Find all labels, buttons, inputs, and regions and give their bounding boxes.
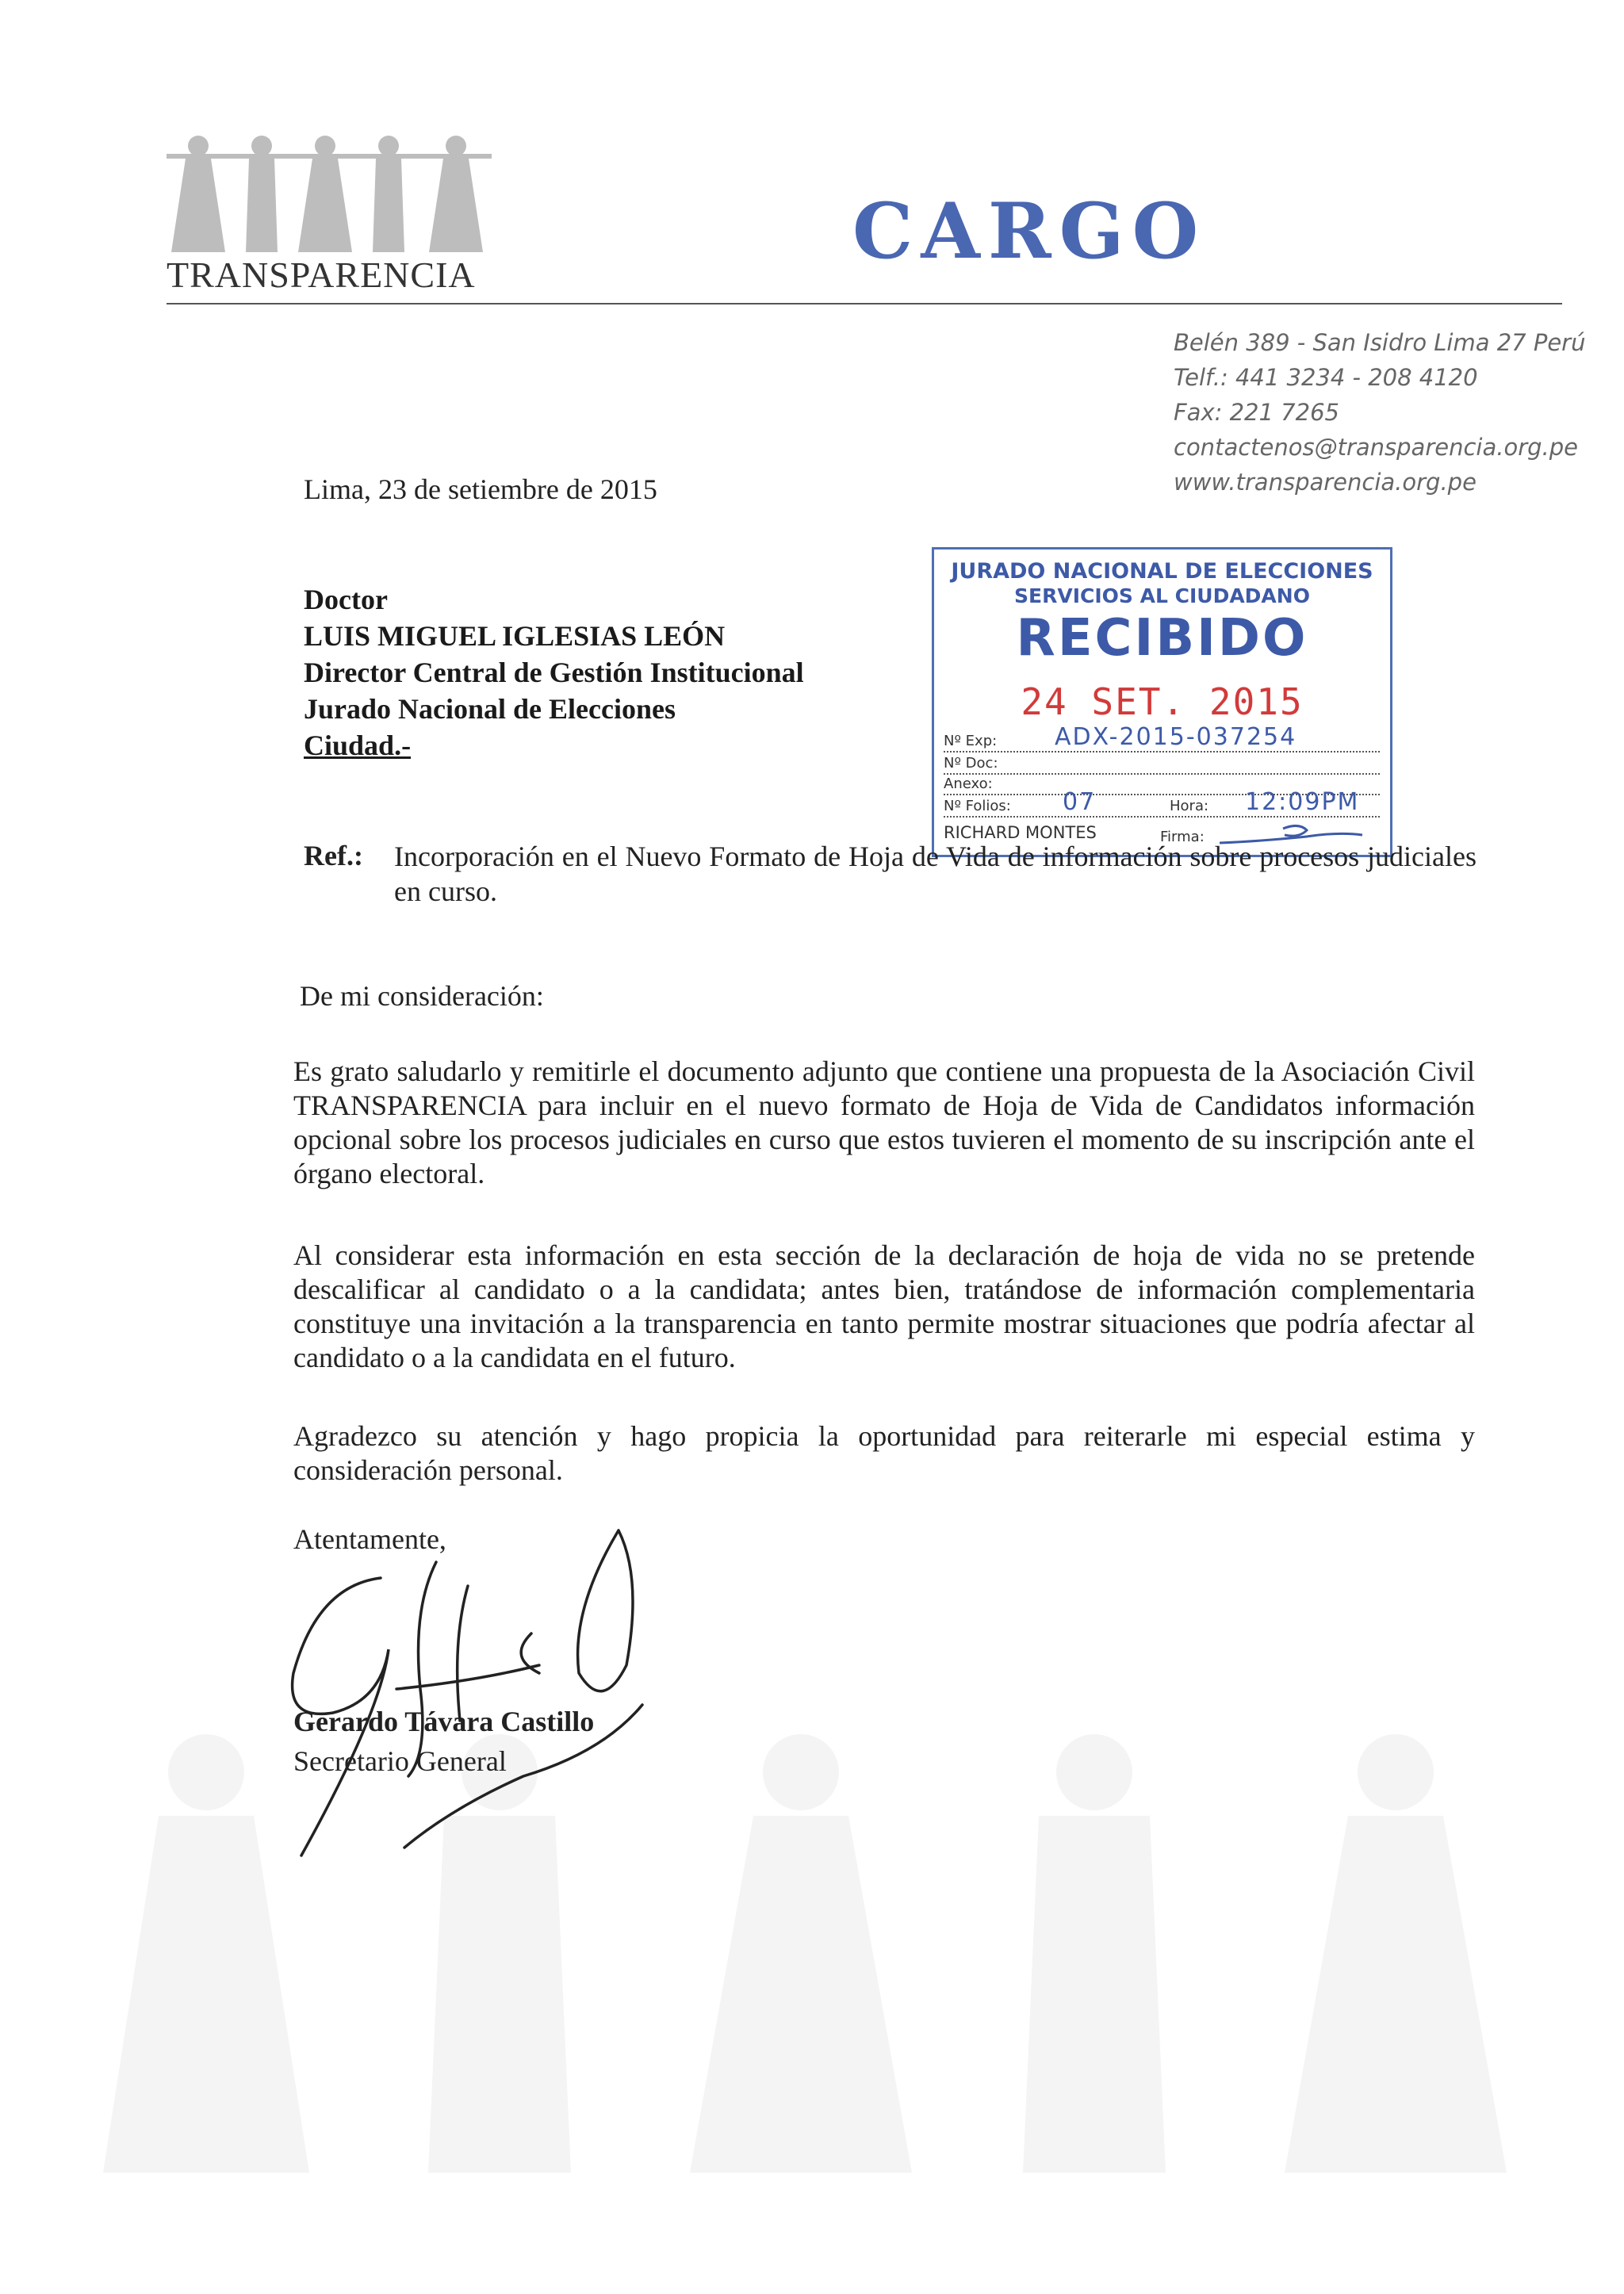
contact-email: contactenos@transparencia.org.pe bbox=[1174, 434, 1579, 461]
stamp-doc-label: Nº Doc: bbox=[944, 755, 998, 772]
stamp-status: RECIBIDO bbox=[1016, 609, 1308, 668]
addressee-honorific: Doctor bbox=[304, 584, 388, 615]
signer-title: Secretario General bbox=[293, 1745, 507, 1777]
contact-phone: Telf.: 441 3234 - 208 4120 bbox=[1174, 364, 1478, 391]
addressee-name: LUIS MIGUEL IGLESIAS LEÓN bbox=[304, 620, 726, 652]
contact-info bbox=[1174, 325, 1585, 500]
stamp-exp-label: Nº Exp: bbox=[944, 733, 998, 749]
cargo-stamp: CARGO bbox=[852, 186, 1207, 276]
addressee-institution: Jurado Nacional de Elecciones bbox=[304, 693, 676, 725]
paragraph-1: Es grato saludarlo y remitirle el documento adjunto que contiene una propuesta de la Asociación Civil TRANSPARENCIA para incluir en el nuevo formato de Hoja de Vida de Candidatos información opcional sobre los procesos judiciales en curso que estos tuvieren el momento de su inscripción ante el órgano electoral. bbox=[293, 1055, 1475, 1189]
stamp-hora-label: Hora: bbox=[1170, 798, 1209, 814]
addressee-position: Director Central de Gestión Institucional bbox=[304, 657, 804, 688]
reference-text: Incorporación en el Nuevo Formato de Hoja de Vida de información sobre procesos judiciales en curso. bbox=[394, 841, 1477, 907]
signer-name: Gerardo Távara Castillo bbox=[293, 1706, 595, 1737]
stamp-department: SERVICIOS AL CIUDADANO bbox=[1014, 584, 1310, 607]
stamp-date: 24 SET. 2015 bbox=[1021, 680, 1304, 723]
salutation: De mi consideración: bbox=[300, 980, 544, 1012]
letter-date: Lima, 23 de setiembre de 2015 bbox=[304, 473, 657, 505]
contact-web: www.transparencia.org.pe bbox=[1174, 469, 1477, 496]
stamp-institution: JURADO NACIONAL DE ELECCIONES bbox=[951, 559, 1373, 584]
stamp-hora-value: 12:09PM bbox=[1245, 788, 1360, 816]
received-stamp bbox=[932, 547, 1392, 857]
transparencia-logo bbox=[167, 135, 500, 305]
watermark-figure-5 bbox=[1285, 1734, 1507, 2173]
paragraph-2: Al considerar esta información en esta sección de la declaración de hoja de vida no se pretende descalificar al candidato o a la candidata; antes bien, tratándose de información complementaria constituye una invitación a la transparencia en tanto permite mostrar situaciones que podría afectar al candidato o a la candidata en el futuro. bbox=[293, 1239, 1475, 1373]
reference-label: Ref.: bbox=[304, 840, 363, 871]
stamp-folios-value: 07 bbox=[1063, 788, 1097, 816]
stamp-anexo-label: Anexo: bbox=[944, 776, 993, 792]
stamp-folios-row bbox=[944, 788, 1380, 818]
watermark-figure-4 bbox=[1023, 1734, 1166, 2173]
addressee-city: Ciudad.- bbox=[304, 730, 412, 761]
stamp-firma-label: Firma: bbox=[1160, 829, 1205, 845]
logo-wordmark: TRANSPARENCIA bbox=[167, 255, 476, 295]
addressee-block bbox=[304, 581, 804, 764]
stamp-folios-label: Nº Folios: bbox=[944, 798, 1011, 814]
contact-address: Belén 389 - San Isidro Lima 27 Perú bbox=[1174, 329, 1586, 356]
stamp-receiver-name: RICHARD MONTES bbox=[944, 823, 1097, 842]
watermark-figure-3 bbox=[690, 1734, 912, 2173]
people-logo-icon bbox=[167, 135, 492, 254]
stamp-exp-value: ADX-2015-037254 bbox=[1055, 723, 1297, 751]
stamp-doc-row bbox=[944, 753, 1380, 775]
handwritten-signature bbox=[270, 1515, 682, 1863]
contact-fax: Fax: 221 7265 bbox=[1174, 399, 1339, 426]
header-divider bbox=[167, 303, 1562, 304]
closing: Atentamente, bbox=[293, 1523, 446, 1555]
paragraph-3: Agradezco su atención y hago propicia la oportunidad para reiterarle mi especial estima y consideración personal. bbox=[293, 1420, 1475, 1486]
stamp-exp-row bbox=[944, 723, 1380, 753]
